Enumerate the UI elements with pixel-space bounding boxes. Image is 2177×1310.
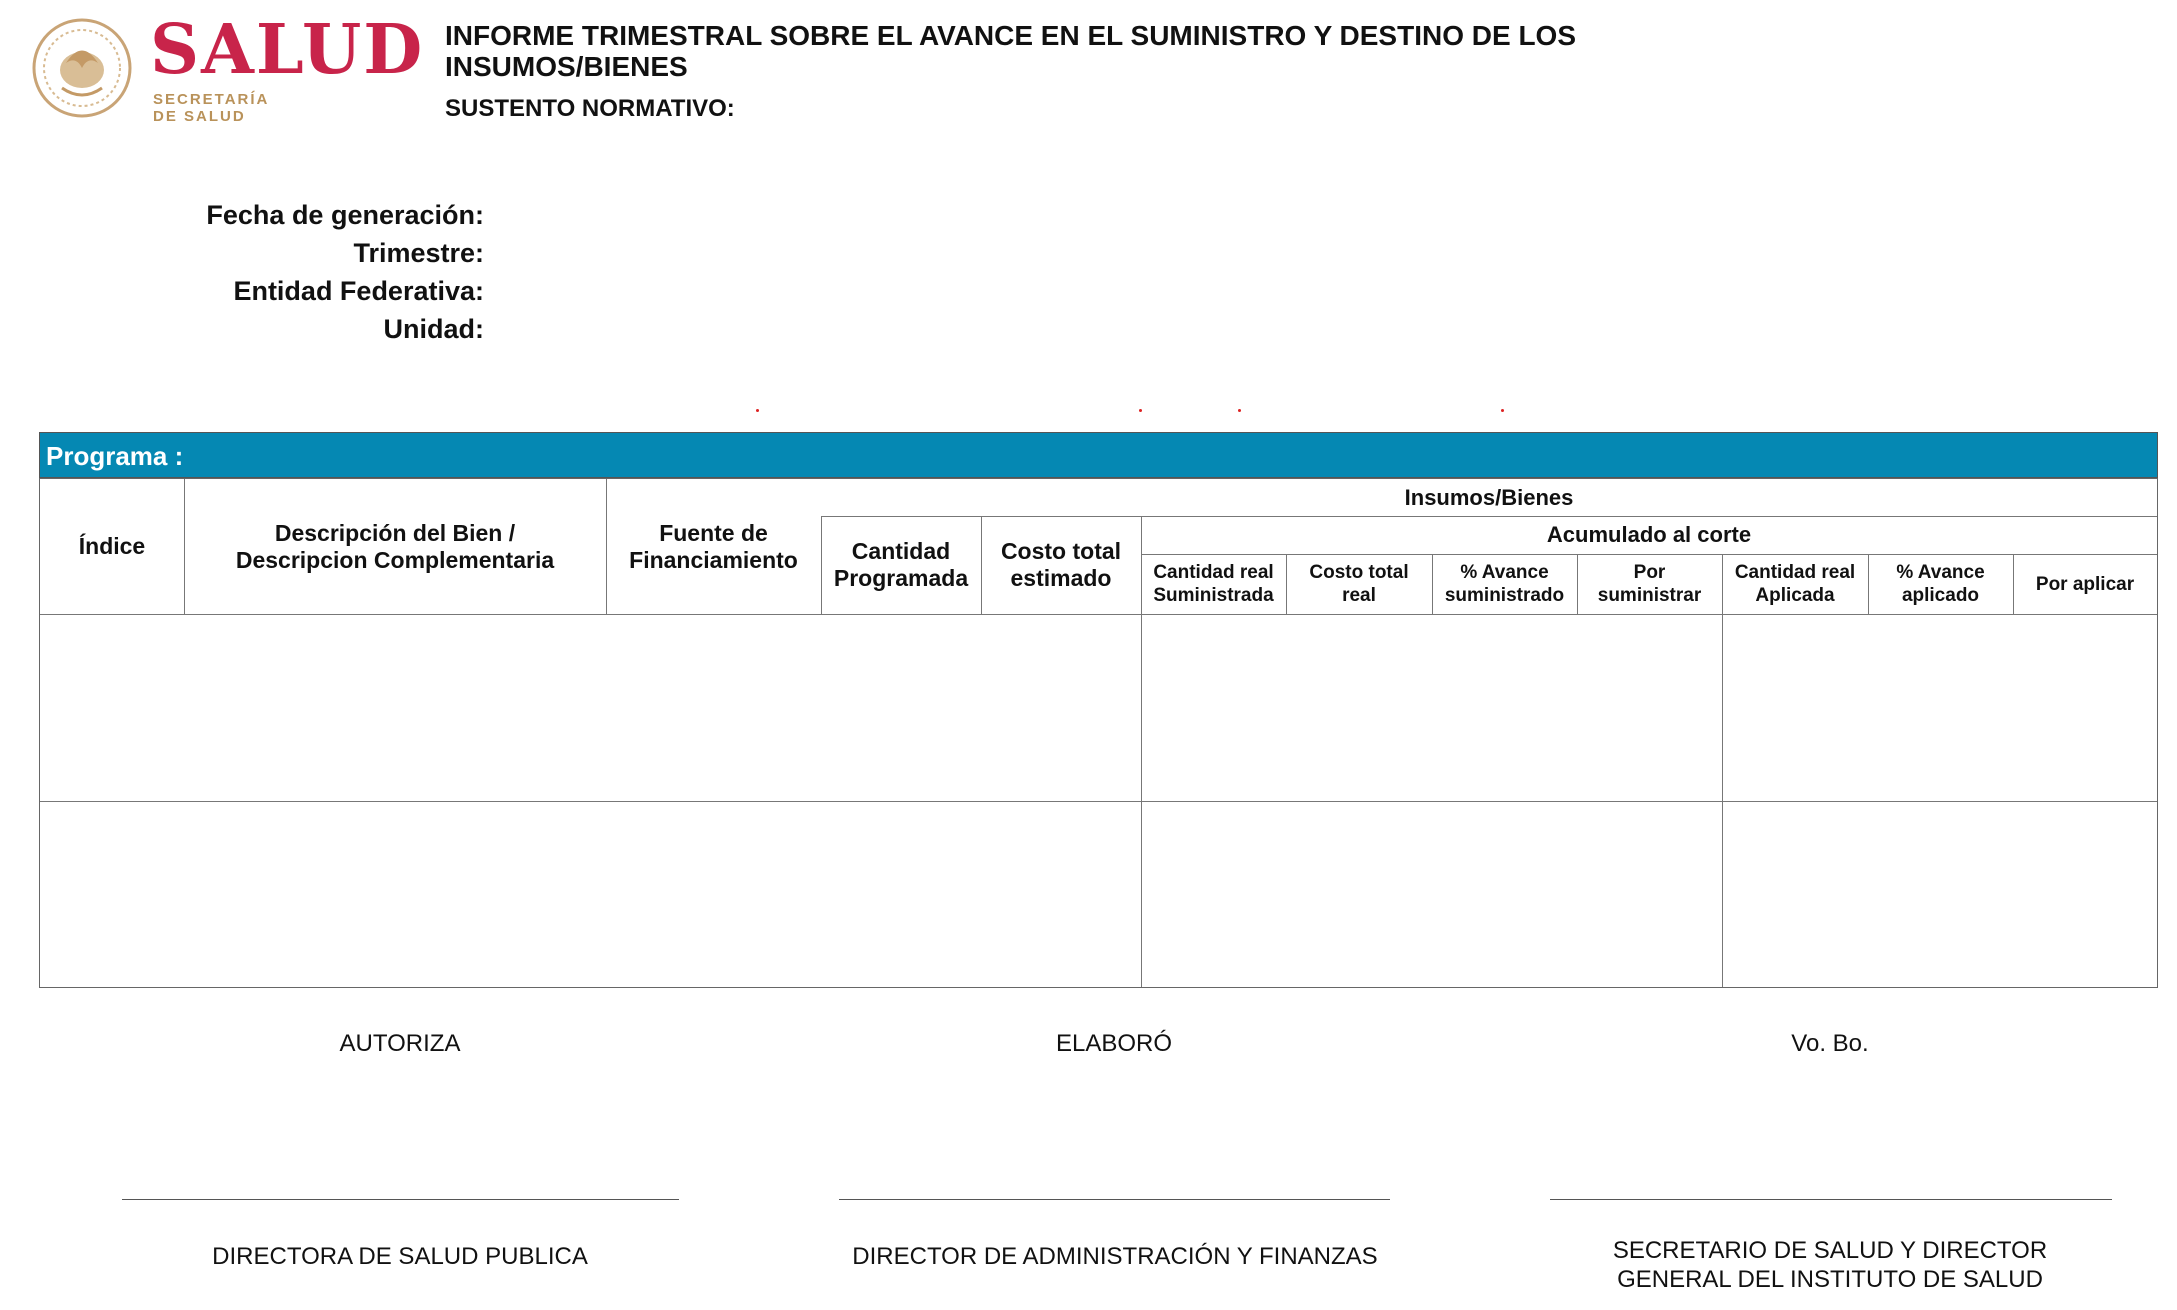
- autoriza-name: DIRECTORA DE SALUD PUBLICA: [212, 1243, 588, 1270]
- programa-label: Programa :: [46, 441, 184, 471]
- col-header-cantidad-programada: Cantidad Programada: [833, 538, 969, 591]
- col-header-avance-suministrado: % Avance suministrado: [1444, 562, 1565, 606]
- red-mark: [1238, 409, 1241, 412]
- col-header-descripcion: Descripción del Bien / Descripcion Complementaria: [235, 519, 555, 573]
- programa-bar: [39, 432, 2158, 478]
- signature-line-autoriza: [122, 1199, 679, 1200]
- elaboro-name: DIRECTOR DE ADMINISTRACIÓN Y FINANZAS: [852, 1243, 1378, 1270]
- logo-subtitle: SECRETARÍA DE SALUD: [153, 91, 269, 125]
- col-header-insumos: Insumos/Bienes: [1404, 484, 1574, 510]
- col-header-costo-estimado: Costo total estimado: [1000, 538, 1122, 591]
- col-header-por-suministrar: Por suministrar: [1597, 562, 1702, 606]
- vobo-caption: Vo. Bo.: [1791, 1030, 1869, 1057]
- trimestre-label: Trimestre:: [353, 238, 484, 268]
- col-header-cantidad-suministrada: Cantidad real Suministrada: [1153, 562, 1274, 606]
- table-row: [40, 614, 2157, 801]
- logo-wordmark: SALUD: [150, 10, 425, 90]
- elaboro-caption: ELABORÓ: [1055, 1030, 1173, 1057]
- red-mark: [1139, 409, 1142, 412]
- red-mark: [1501, 409, 1504, 412]
- col-header-indice: Índice: [78, 533, 146, 559]
- red-mark: [756, 409, 759, 412]
- insumos-table: [39, 478, 2158, 988]
- autoriza-caption: AUTORIZA: [339, 1030, 461, 1057]
- unidad-label: Unidad:: [383, 314, 484, 344]
- table-row: [40, 801, 2157, 987]
- col-header-costo-real: Costo total real: [1309, 562, 1409, 606]
- col-header-por-aplicar: Por aplicar: [2035, 573, 2135, 595]
- coat-of-arms-icon: [28, 18, 136, 118]
- col-header-avance-aplicado: % Avance aplicado: [1896, 562, 1985, 606]
- entidad-federativa-label: Entidad Federativa:: [233, 276, 484, 306]
- col-header-acumulado: Acumulado al corte: [1546, 522, 1752, 547]
- signature-line-elaboro: [839, 1199, 1390, 1200]
- report-title: INFORME TRIMESTRAL SOBRE EL AVANCE EN EL SUMINISTRO Y DESTINO DE LOS INSUMOS/BIENES: [445, 20, 1577, 82]
- fecha-generacion-label: Fecha de generación:: [206, 200, 484, 230]
- col-header-fuente: Fuente de Financiamiento: [629, 519, 798, 573]
- sustento-normativo-label: SUSTENTO NORMATIVO:: [445, 95, 735, 122]
- col-header-cantidad-aplicada: Cantidad real Aplicada: [1734, 562, 1856, 606]
- vobo-name: SECRETARIO DE SALUD Y DIRECTOR GENERAL DEL INSTITUTO DE SALUD: [1612, 1237, 2048, 1293]
- signature-line-vobo: [1550, 1199, 2112, 1200]
